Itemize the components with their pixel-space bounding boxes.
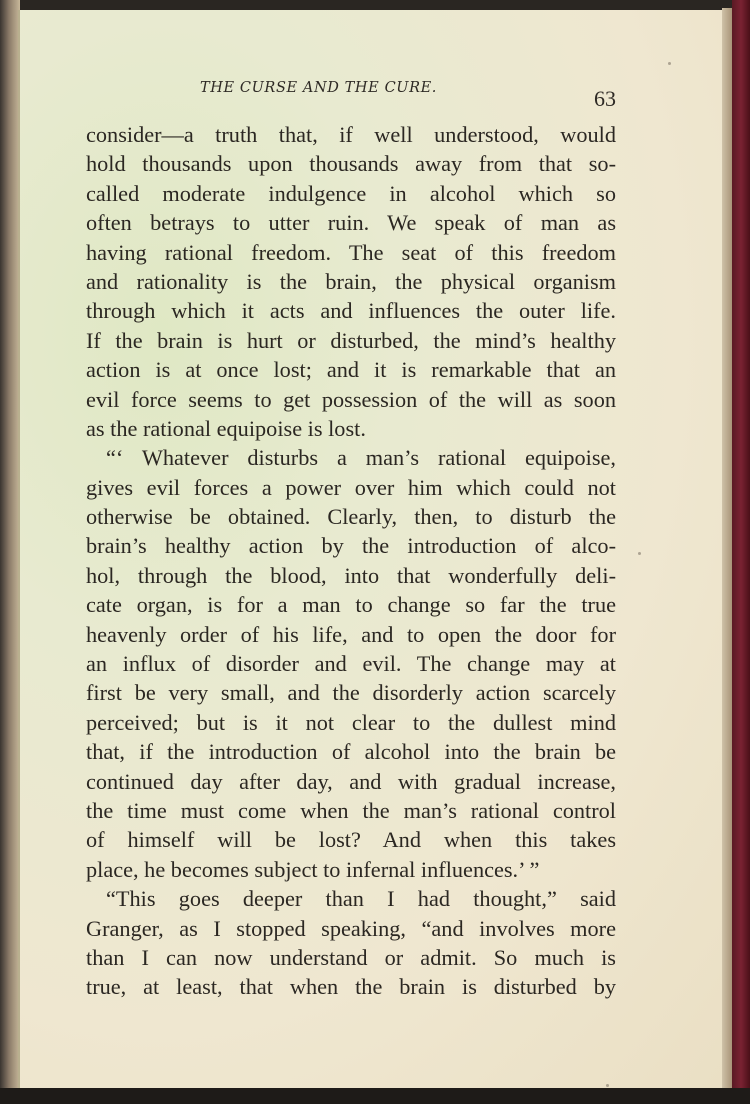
text-line: than I can now understand or admit. So much is: [86, 944, 616, 970]
text-line: If the brain is hurt or disturbed, the mind’s healthy: [86, 327, 616, 353]
text-line: place, he becomes subject to infernal influences.’ ”: [86, 856, 540, 882]
text-line: action is at once lost; and it is remarkable that an: [86, 357, 616, 383]
running-header: THE CURSE AND THE CURE.: [200, 80, 437, 96]
text-line: Granger, as I stopped speaking, “and involves more: [86, 915, 616, 941]
text-line: as the rational equipoise is lost.: [86, 415, 366, 441]
text-line: having rational freedom. The seat of this freedom: [86, 239, 616, 265]
text-line: brain’s healthy action by the introduction of alco-: [86, 533, 616, 559]
text-line: evil force seems to get possession of the will as soon: [86, 386, 616, 412]
text-line: continued day after day, and with gradual increase,: [86, 768, 616, 794]
text-line: an influx of disorder and evil. The change may at: [86, 651, 616, 677]
text-line: heavenly order of his life, and to open the door for: [86, 621, 616, 647]
text-line: cate organ, is for a man to change so far the true: [86, 592, 616, 618]
text-line: “This goes deeper than I had thought,” said: [106, 886, 616, 912]
text-line: true, at least, that when the brain is disturbed by: [86, 974, 616, 1000]
text-line: gives evil forces a power over him which could not: [86, 474, 616, 500]
text-line: and rationality is the brain, the physical organism: [86, 268, 616, 294]
text-line: first be very small, and the disorderly action scarcely: [86, 680, 616, 706]
scan-bottom-edge: [0, 1088, 750, 1104]
page-gutter-shadow: [722, 8, 732, 1090]
text-line: through which it acts and influences the outer life.: [86, 298, 616, 324]
text-line: “‘ Whatever disturbs a man’s rational equipoise,: [106, 445, 616, 471]
text-line: that, if the introduction of alcohol into the brain be: [86, 739, 616, 765]
body-text: [86, 120, 616, 1002]
text-line: perceived; but is it not clear to the dullest mind: [86, 709, 616, 735]
book-spine: [732, 0, 750, 1104]
paper-speck: [638, 552, 641, 555]
text-line: consider—a truth that, if well understood, would: [86, 122, 616, 147]
text-line: called moderate indulgence in alcohol which so: [86, 180, 616, 206]
text-line: often betrays to utter ruin. We speak of man as: [86, 210, 616, 236]
text-line: otherwise be obtained. Clearly, then, to disturb the: [86, 504, 616, 530]
text-line: hold thousands upon thousands away from that so-: [86, 151, 616, 177]
paper-speck: [606, 1084, 609, 1087]
page-number: 63: [594, 86, 616, 111]
text-line: hol, through the blood, into that wonderfully deli-: [86, 562, 616, 588]
paper-speck: [668, 62, 671, 65]
left-page-edge: [0, 0, 20, 1104]
text-line: the time must come when the man’s rational control: [86, 797, 616, 823]
text-line: of himself will be lost? And when this takes: [86, 827, 616, 853]
